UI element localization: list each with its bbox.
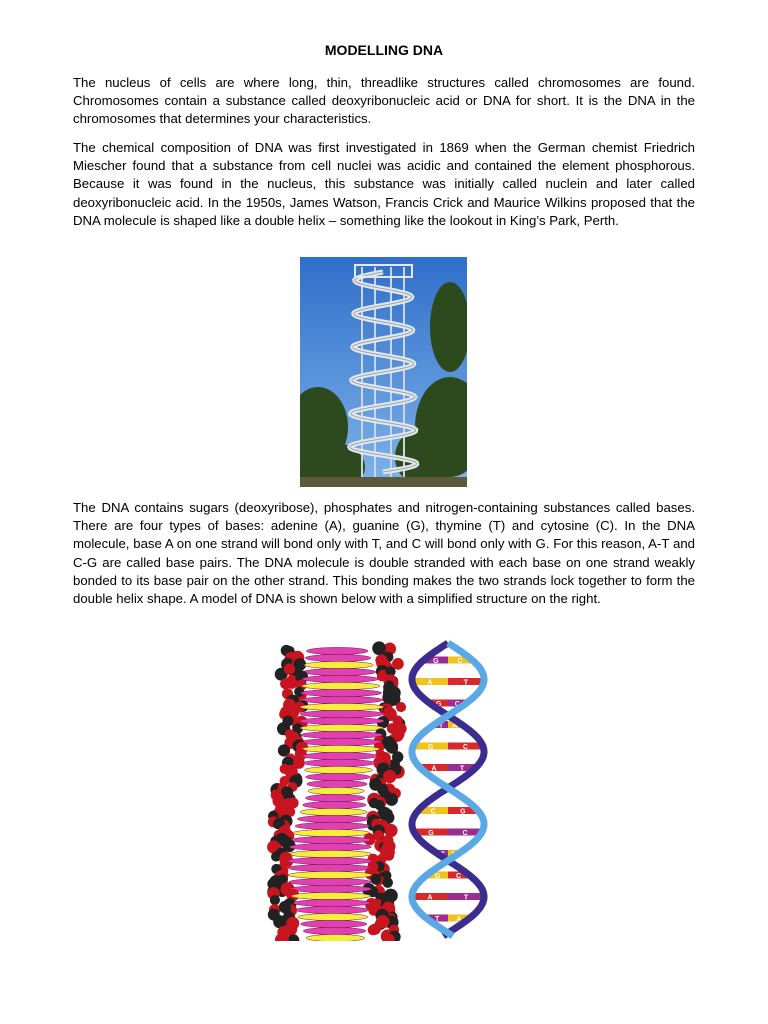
base-letter-left: T [439,722,444,730]
base-letter-right: C [454,701,460,708]
strand-blue [412,643,484,936]
base-letter-left: T [434,916,440,923]
base-letter-right: T [459,765,465,773]
base-letter-right: A [456,916,462,923]
base-letter-right: T [463,894,469,902]
base-letter-right: G [460,808,466,816]
simplified-double-helix [412,643,484,936]
base-letter-left: G [427,744,434,751]
dna-model-figure [266,638,502,941]
base-letter-left: A [427,679,433,687]
base-letter-right: C [462,744,468,751]
document-title: MODELLING DNA [324,42,444,58]
base-letter-left: G [434,873,441,880]
base-letter-left: A [431,765,437,773]
base-letter-right: T [463,679,469,687]
base-letter-left: G [435,701,442,708]
base-letter-left: G [433,658,439,665]
kings-park-lookout-photo [300,257,467,487]
base-letter-right: C [457,658,463,665]
paragraph-bases: The DNA contains sugars (deoxyribose), phosphates and nitrogen-containing substances called bases. There are four types of bases: adenine (A), guanine (G), thymine (T) and cytosine (C). In the DNA molecule, base A on one strand will bond only with T, and C will bond only with G. For this reason, A-T and C-G are called base pairs. The DNA molecule is double stranded with each base on one strand weakly bonded to its base pair on the other strand. This bonding makes the two strands lock together to form the double helix shape. A model of DNA is shown below with a simplified structure on the right. [73,500,695,607]
paragraph-intro: The nucleus of cells are where long, thin, threadlike structures called chromosomes are found. Chromosomes contain a substance called deoxyribonucleic acid or DNA for short. It is the DNA in the chromosomes that determines your characteristics. [73,75,695,127]
lookout-tower-illustration [300,257,467,487]
base-letter-right: A [450,851,456,859]
base-letter-right: C [456,873,462,880]
base-letter-right: A [452,722,458,730]
dna-diagrams [266,638,502,941]
base-letter-left: T [440,851,445,859]
space-filling-dna-model [267,641,407,941]
base-letter-left: C [430,808,436,816]
base-letter-right: C [462,830,468,837]
base-letter-left: A [427,894,433,902]
paragraph-history: The chemical composition of DNA was first investigated in 1869 when the German chemist Friedrich Miescher found that a substance from cell nuclei was acidic and contained the element phosphorous. Because it was found in the nucleus, this substance was initially called nuclein and later called deoxyribonucleic acid. In the 1950s, James Watson, Francis Crick and Maurice Wilkins proposed that the DNA molecule is shaped like a double helix – something like the lookout in King’s Park, Perth. [73,140,695,228]
base-letter-left: G [428,830,434,837]
